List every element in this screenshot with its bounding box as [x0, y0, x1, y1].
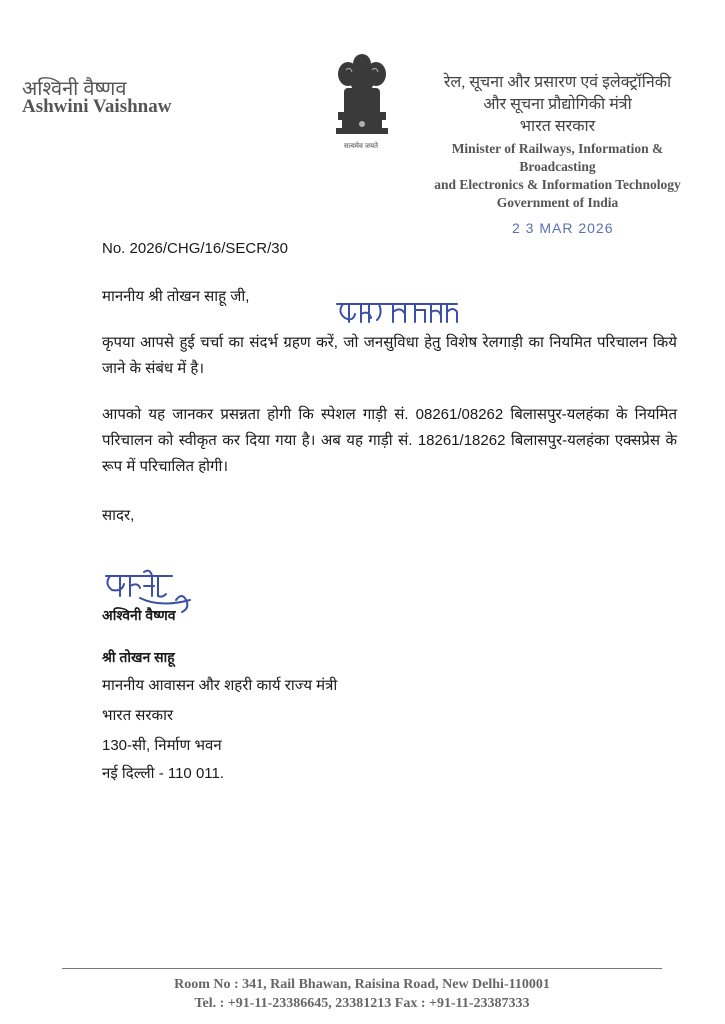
title-english-line3: Government of India: [496, 195, 619, 210]
addressee-line-4: नई दिल्ली - 110 011.: [102, 765, 225, 782]
title-hindi-line3: भारत सरकार: [519, 118, 596, 135]
addressee-line-3: 130-सी, निर्माण भवन: [102, 737, 222, 754]
footer-divider: [62, 968, 662, 969]
addressee-line-1: माननीय आवासन और शहरी कार्य राज्य मंत्री: [102, 677, 338, 694]
salutation: माननीय श्री तोखन साहू जी,: [102, 288, 250, 305]
title-hindi-line1: रेल, सूचना और प्रसारण एवं इलेक्ट्रॉनिकी: [443, 74, 672, 91]
letterhead-name-english: Ashwini Vaishnaw: [22, 96, 172, 117]
emblem-motto: सत्यमेव जयते: [343, 143, 379, 150]
letterhead-title-hindi: [420, 72, 695, 138]
title-english-line2: and Electronics & Information Technology: [434, 177, 681, 192]
reference-number: No. 2026/CHG/16/SECR/30: [102, 240, 288, 257]
addressee-line-2: भारत सरकार: [102, 707, 174, 724]
letterhead-name-hindi: अश्विनी वैष्णव: [22, 78, 127, 100]
body-paragraph-1: कृपया आपसे हुई चर्चा का संदर्भ ग्रहण करें, जो जनसुविधा हेतु विशेष रेलगाड़ी का नियमित परिचालन किये जाने के संबंध में है।: [102, 334, 677, 377]
title-hindi-line2: और सूचना प्रौद्योगिकी मंत्री: [483, 96, 632, 113]
closing: सादर,: [102, 507, 135, 524]
handwritten-greeting: [335, 296, 465, 330]
addressee-name: श्री तोखन साहू: [102, 649, 175, 665]
letterhead-title-english: [420, 140, 695, 212]
footer-address: Room No : 341, Rail Bhawan, Raisina Road, New Delhi-110001: [174, 977, 550, 992]
footer-contact: Tel. : +91-11-23386645, 23381213 Fax : +91-11-23387333: [194, 996, 530, 1011]
date-stamp: 2 3 MAR 2026: [512, 220, 614, 236]
title-english-line1: Minister of Railways, Information & Broadcasting: [451, 141, 664, 174]
body-paragraph-2: आपको यह जानकर प्रसन्नता होगी कि स्पेशल गाड़ी सं. 08261/08262 बिलासपुर-यलहंका के नियमित परिचालन को स्वीकृत कर दिया गया है। अब यह गाड़ी सं. 18261/18262 बिलासपुर-यलहंका एक्सप्रेस के रूप में परिचालित होगी।: [102, 406, 677, 475]
signer-name: अश्विनी वैष्णव: [102, 607, 176, 623]
